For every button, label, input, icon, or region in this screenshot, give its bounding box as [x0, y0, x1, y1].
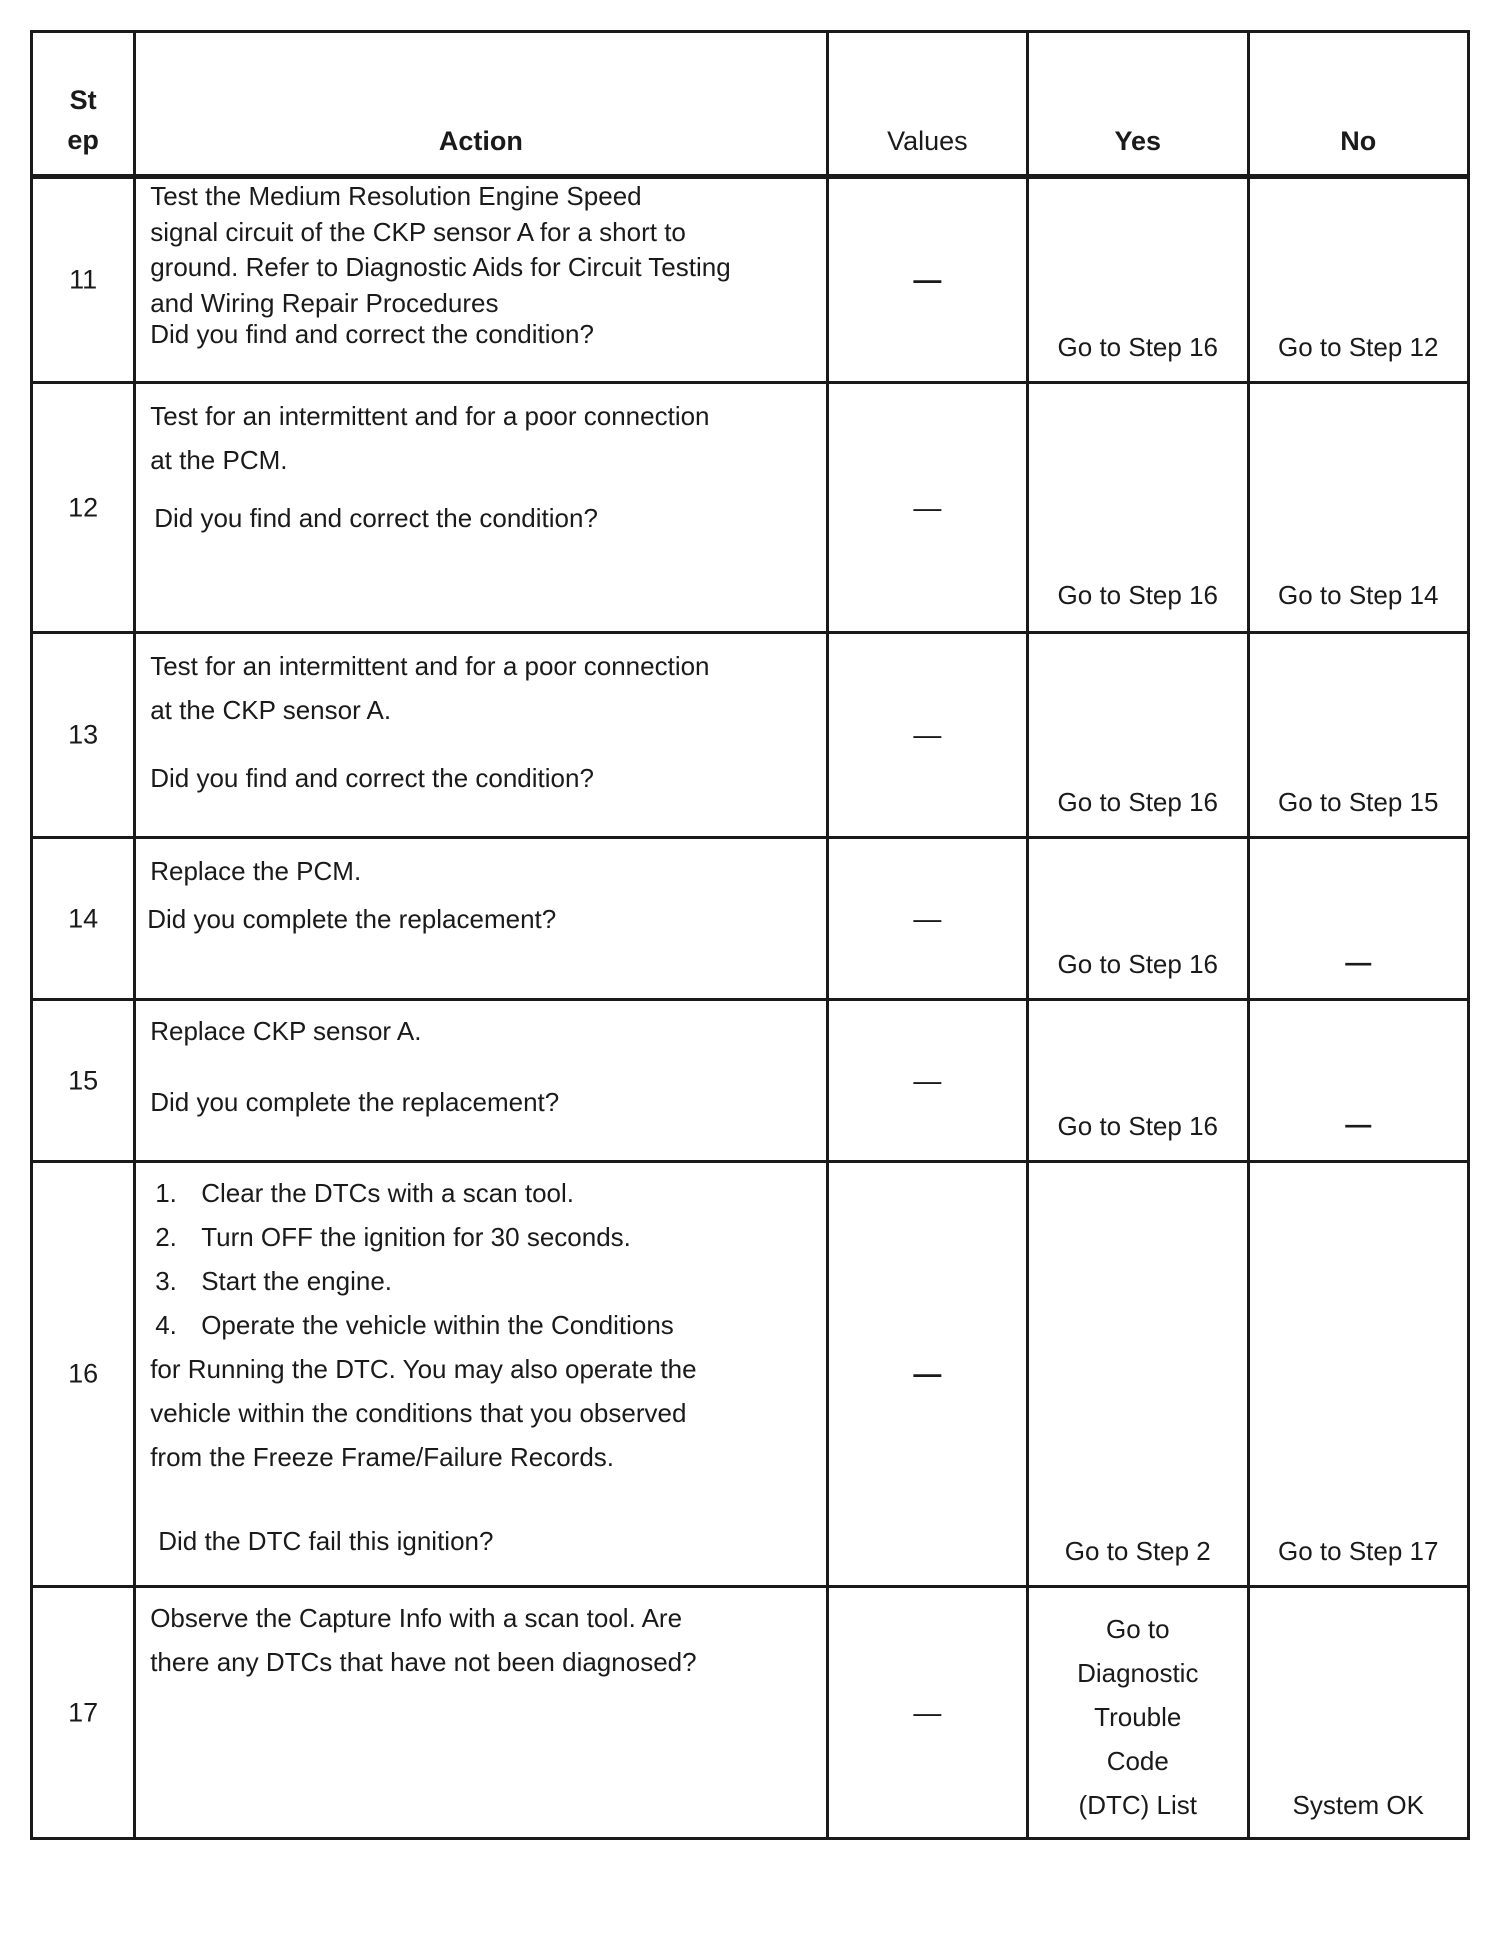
action-cell — [135, 1000, 827, 1162]
action-line: at the PCM. — [150, 445, 288, 475]
step-cell — [32, 633, 135, 838]
no-result: System OK — [1292, 1790, 1424, 1820]
yes-cell — [1028, 383, 1248, 633]
table-row — [32, 1587, 1469, 1839]
header-action — [135, 32, 827, 177]
header-step-part1: St — [69, 85, 97, 115]
header-no — [1248, 32, 1469, 177]
table-row — [32, 177, 1469, 383]
step-number: 15 — [68, 1065, 99, 1095]
yes-cell — [1028, 633, 1248, 838]
yes-result: Go to Step 16 — [1057, 1111, 1218, 1141]
list-item — [150, 1215, 825, 1259]
yes-cell — [1028, 1162, 1248, 1587]
action-cell — [135, 1162, 827, 1587]
values-dash: — — [913, 719, 942, 750]
values-cell — [827, 1162, 1027, 1587]
list-item-number: 3. — [155, 1266, 177, 1296]
table-row — [32, 1162, 1469, 1587]
yes-result: Go to Diagnostic Trouble Code (DTC) List — [1077, 1614, 1199, 1820]
yes-result: Go to Step 16 — [1057, 580, 1218, 610]
step-cell — [32, 838, 135, 1000]
action-line: from the Freeze Frame/Failure Records. — [150, 1442, 615, 1472]
values-dash: — — [913, 491, 942, 523]
values-cell — [827, 838, 1027, 1000]
values-dash: — — [913, 1696, 942, 1728]
action-line: Observe the Capture Info with a scan tool. Are — [150, 1603, 683, 1633]
action-steps-list — [150, 1171, 825, 1347]
values-dash: — — [913, 1358, 942, 1389]
yes-cell — [1028, 838, 1248, 1000]
action-line: vehicle within the conditions that you observed — [150, 1398, 687, 1428]
no-result: Go to Step 17 — [1278, 1536, 1439, 1566]
action-question: Did you complete the replacement? — [150, 1087, 560, 1117]
table-row — [32, 383, 1469, 633]
step-cell — [32, 1162, 135, 1587]
no-cell — [1248, 633, 1469, 838]
table-header-row — [32, 32, 1469, 177]
action-line: Replace CKP sensor A. — [150, 1016, 422, 1046]
no-cell — [1248, 383, 1469, 633]
list-item — [150, 1171, 825, 1215]
header-action-label: Action — [438, 126, 523, 156]
step-number: 12 — [68, 492, 99, 522]
list-item — [150, 1303, 825, 1347]
action-question: Did you find and correct the condition? — [154, 503, 598, 533]
no-result: — — [1345, 1109, 1372, 1139]
action-line: Test for an intermittent and for a poor connection — [150, 401, 710, 431]
table-row — [32, 633, 1469, 838]
list-item-number: 4. — [155, 1310, 177, 1340]
table-row — [32, 1000, 1469, 1162]
table-row — [32, 838, 1469, 1000]
values-cell — [827, 383, 1027, 633]
values-dash: — — [913, 1064, 942, 1096]
step-cell — [32, 1000, 135, 1162]
list-item-text: Operate the vehicle within the Conditions — [201, 1310, 674, 1340]
no-cell — [1248, 177, 1469, 383]
values-cell — [827, 1587, 1027, 1839]
step-number: 16 — [68, 1358, 99, 1389]
action-line: ground. Refer to Diagnostic Aids for Circuit Testing — [150, 252, 731, 282]
action-question: Did you find and correct the condition? — [150, 319, 594, 349]
values-dash: — — [913, 264, 942, 295]
yes-result: Go to Step 16 — [1057, 332, 1218, 362]
values-cell — [827, 633, 1027, 838]
no-result: Go to Step 14 — [1278, 580, 1439, 610]
step-number: 17 — [68, 1697, 99, 1727]
action-line: for Running the DTC. You may also operate the — [150, 1354, 697, 1384]
list-item — [150, 1259, 825, 1303]
action-question: Did you complete the replacement? — [147, 904, 557, 934]
action-cell — [135, 1587, 827, 1839]
list-item-text: Clear the DTCs with a scan tool. — [201, 1178, 575, 1208]
action-line: signal circuit of the CKP sensor A for a short to — [150, 216, 686, 247]
step-cell — [32, 1587, 135, 1839]
header-no-label: No — [1340, 126, 1377, 156]
no-result: — — [1345, 947, 1372, 977]
step-number: 11 — [69, 264, 98, 295]
step-cell — [32, 383, 135, 633]
yes-result: Go to Step 2 — [1064, 1536, 1211, 1566]
step-number: 13 — [68, 719, 99, 750]
header-yes — [1028, 32, 1248, 177]
list-item-text: Start the engine. — [201, 1266, 393, 1296]
action-line: there any DTCs that have not been diagnosed? — [150, 1647, 697, 1677]
list-item-number: 1. — [155, 1178, 177, 1208]
diagnostic-table — [30, 30, 1470, 1840]
step-number: 14 — [68, 903, 99, 933]
no-cell — [1248, 1162, 1469, 1587]
list-item-number: 2. — [155, 1222, 177, 1252]
action-question: Did the DTC fail this ignition? — [158, 1526, 494, 1556]
values-cell — [827, 177, 1027, 383]
values-dash: — — [913, 902, 942, 934]
yes-cell — [1028, 1587, 1248, 1839]
no-cell — [1248, 1587, 1469, 1839]
action-line: at the CKP sensor A. — [150, 695, 392, 725]
yes-cell — [1028, 1000, 1248, 1162]
action-question: Did you find and correct the condition? — [150, 763, 594, 793]
no-result: Go to Step 15 — [1278, 787, 1439, 817]
yes-result: Go to Step 16 — [1057, 787, 1218, 817]
header-step-part2: ep — [67, 125, 99, 155]
action-line: and Wiring Repair Procedures — [150, 287, 499, 318]
header-step — [32, 32, 135, 177]
action-line: Test for an intermittent and for a poor connection — [150, 651, 710, 681]
action-cell — [135, 177, 827, 383]
no-result: Go to Step 12 — [1278, 332, 1439, 362]
action-line: Replace the PCM. — [150, 856, 362, 886]
action-cell — [135, 838, 827, 1000]
action-cell — [135, 383, 827, 633]
no-cell — [1248, 838, 1469, 1000]
yes-cell — [1028, 177, 1248, 383]
yes-result: Go to Step 16 — [1057, 949, 1218, 979]
values-cell — [827, 1000, 1027, 1162]
header-yes-label: Yes — [1114, 126, 1162, 156]
step-cell — [32, 177, 135, 383]
list-item-text: Turn OFF the ignition for 30 seconds. — [201, 1222, 631, 1252]
header-values-label: Values — [887, 126, 968, 156]
action-cell — [135, 633, 827, 838]
action-line: Test the Medium Resolution Engine Speed — [150, 181, 642, 211]
header-values — [827, 32, 1027, 177]
no-cell — [1248, 1000, 1469, 1162]
